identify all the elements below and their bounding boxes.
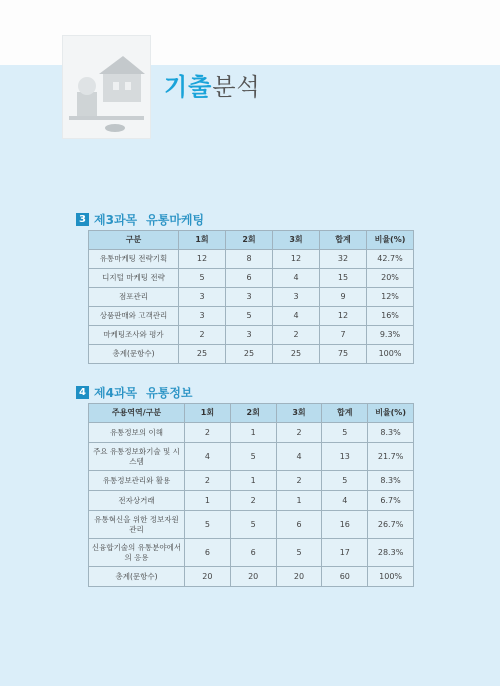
table-cell: 6 <box>185 539 231 567</box>
table-cell: 3 <box>179 307 226 326</box>
row-label: 전자상거래 <box>89 491 185 511</box>
table-cell: 5 <box>185 511 231 539</box>
row-label: 점포관리 <box>89 288 179 307</box>
section-3-subtitle: 유통마케팅 <box>146 212 205 227</box>
chapter-thumbnail-image <box>62 35 151 139</box>
table-cell: 4 <box>276 443 322 471</box>
table-cell: 2 <box>276 471 322 491</box>
row-label: 유통혁신을 위한 정보자원관리 <box>89 511 185 539</box>
table-cell: 2 <box>185 423 231 443</box>
column-header: 비율(%) <box>367 231 414 250</box>
table-cell: 8 <box>226 250 273 269</box>
table-cell: 17 <box>322 539 368 567</box>
table-cell: 5 <box>322 471 368 491</box>
section-3-title: 제3과목 <box>94 212 138 227</box>
table-row <box>89 250 414 269</box>
table-cell: 7 <box>320 326 367 345</box>
table-cell: 100% <box>368 567 414 587</box>
table-cell: 100% <box>367 345 414 364</box>
table-cell: 75 <box>320 345 367 364</box>
table-cell: 3 <box>179 288 226 307</box>
table-cell: 5 <box>276 539 322 567</box>
row-label: 신융합기술의 유통분야에서의 응용 <box>89 539 185 567</box>
table-total-row <box>89 345 414 364</box>
table-cell: 5 <box>226 307 273 326</box>
table-row <box>89 326 414 345</box>
row-label: 유통정보의 이해 <box>89 423 185 443</box>
table-cell: 6 <box>226 269 273 288</box>
table-cell: 12 <box>273 250 320 269</box>
table-cell: 25 <box>273 345 320 364</box>
table-cell: 8.3% <box>368 423 414 443</box>
column-header: 합계 <box>320 231 367 250</box>
table-cell: 2 <box>230 491 276 511</box>
table-cell: 25 <box>179 345 226 364</box>
section-3-heading <box>76 211 204 227</box>
table-cell: 6.7% <box>368 491 414 511</box>
table-cell: 5 <box>230 443 276 471</box>
page-title <box>164 72 261 102</box>
page-title-rest: 분석 <box>212 73 261 101</box>
table-cell: 2 <box>185 471 231 491</box>
table-cell: 9 <box>320 288 367 307</box>
section-4-subtitle: 유통정보 <box>146 385 193 400</box>
table-cell: 20 <box>230 567 276 587</box>
table-row <box>89 511 414 539</box>
table-cell: 6 <box>230 539 276 567</box>
row-label: 유통마케팅 전략기획 <box>89 250 179 269</box>
row-label: 디지털 마케팅 전략 <box>89 269 179 288</box>
table-cell: 1 <box>276 491 322 511</box>
row-label: 유통정보관리와 활용 <box>89 471 185 491</box>
table-cell: 3 <box>226 326 273 345</box>
table-row <box>89 423 414 443</box>
table-cell: 5 <box>179 269 226 288</box>
section-4-title: 제4과목 <box>94 385 138 400</box>
table-cell: 21.7% <box>368 443 414 471</box>
table-cell: 12 <box>179 250 226 269</box>
table-header-row <box>89 231 414 250</box>
table-cell: 3 <box>273 288 320 307</box>
table-cell: 60 <box>322 567 368 587</box>
column-header: 3회 <box>276 404 322 423</box>
section-3-number-badge: 3 <box>76 213 89 226</box>
section-4-number-badge: 4 <box>76 386 89 399</box>
table-cell: 13 <box>322 443 368 471</box>
column-header: 1회 <box>185 404 231 423</box>
column-header: 3회 <box>273 231 320 250</box>
table-cell: 2 <box>276 423 322 443</box>
table-row <box>89 471 414 491</box>
column-header: 비율(%) <box>368 404 414 423</box>
table-row <box>89 307 414 326</box>
table-total-row <box>89 567 414 587</box>
row-label: 총계(문항수) <box>89 345 179 364</box>
table-cell: 26.7% <box>368 511 414 539</box>
table-cell: 32 <box>320 250 367 269</box>
table-cell: 1 <box>230 471 276 491</box>
table-cell: 1 <box>185 491 231 511</box>
table-cell: 3 <box>226 288 273 307</box>
section-4-heading <box>76 384 193 400</box>
table-cell: 15 <box>320 269 367 288</box>
table-cell: 4 <box>273 307 320 326</box>
section-3-table <box>88 230 414 364</box>
table-header-row <box>89 404 414 423</box>
column-header: 합계 <box>322 404 368 423</box>
table-cell: 2 <box>273 326 320 345</box>
column-header: 2회 <box>226 231 273 250</box>
row-label: 상품판매와 고객관리 <box>89 307 179 326</box>
row-label: 주요 유통정보화기술 및 시스템 <box>89 443 185 471</box>
table-cell: 5 <box>230 511 276 539</box>
table-cell: 4 <box>185 443 231 471</box>
column-header: 1회 <box>179 231 226 250</box>
table-cell: 8.3% <box>368 471 414 491</box>
table-cell: 42.7% <box>367 250 414 269</box>
table-cell: 16 <box>322 511 368 539</box>
table-cell: 1 <box>230 423 276 443</box>
table-cell: 4 <box>273 269 320 288</box>
table-cell: 4 <box>322 491 368 511</box>
table-row <box>89 288 414 307</box>
table-cell: 28.3% <box>368 539 414 567</box>
table-cell: 25 <box>226 345 273 364</box>
column-header: 2회 <box>230 404 276 423</box>
table-cell: 20 <box>276 567 322 587</box>
table-row <box>89 443 414 471</box>
table-row <box>89 539 414 567</box>
table-cell: 9.3% <box>367 326 414 345</box>
row-label: 총계(문항수) <box>89 567 185 587</box>
table-row <box>89 491 414 511</box>
column-header: 주용역역/구분 <box>89 404 185 423</box>
table-cell: 16% <box>367 307 414 326</box>
page-title-accent: 기출 <box>164 73 213 101</box>
table-cell: 20% <box>367 269 414 288</box>
table-cell: 5 <box>322 423 368 443</box>
table-row <box>89 269 414 288</box>
table-cell: 12% <box>367 288 414 307</box>
column-header: 구분 <box>89 231 179 250</box>
table-cell: 20 <box>185 567 231 587</box>
section-4-table <box>88 403 414 587</box>
table-cell: 12 <box>320 307 367 326</box>
table-cell: 2 <box>179 326 226 345</box>
table-cell: 6 <box>276 511 322 539</box>
row-label: 마케팅조사와 평가 <box>89 326 179 345</box>
